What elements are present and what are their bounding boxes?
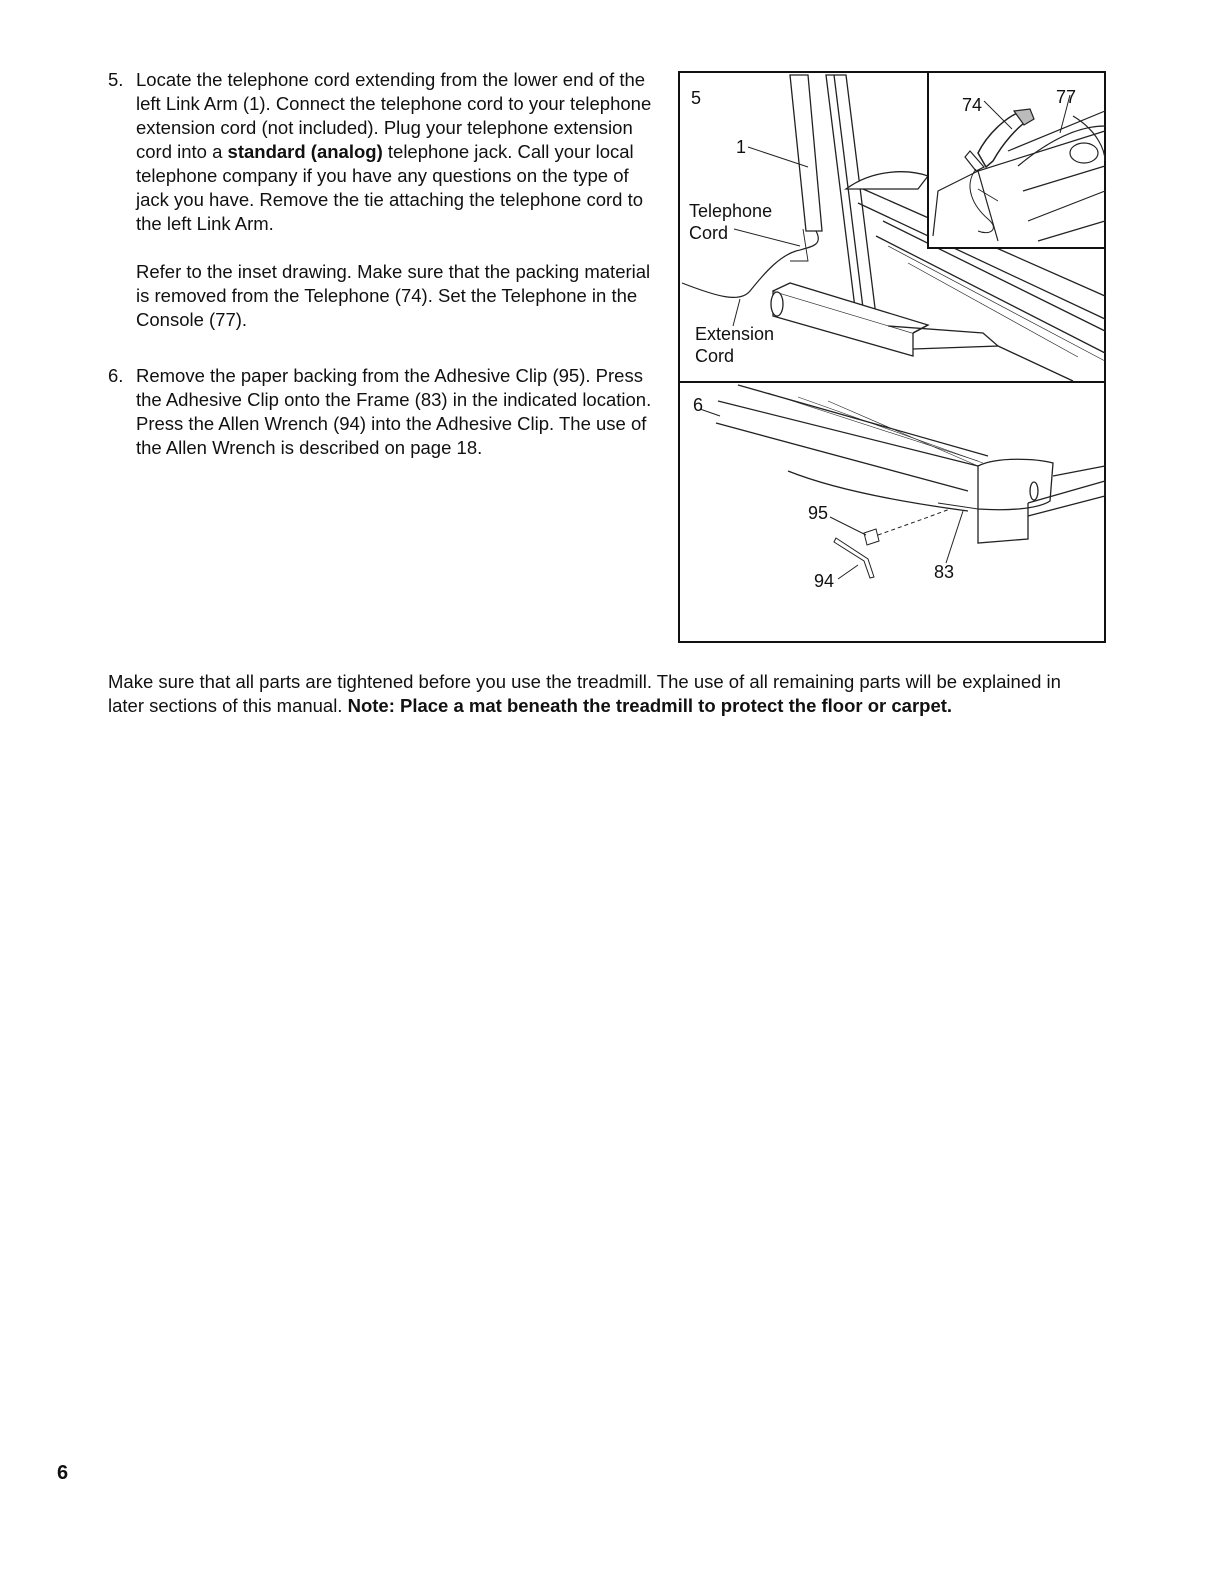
emphasis-standard-analog: standard (analog)	[227, 141, 383, 162]
callout-95: 95	[808, 503, 829, 523]
telephone-cord-label-line1: Telephone	[689, 201, 773, 221]
panel-5-number: 5	[691, 88, 702, 108]
step-6-paragraph-1: Remove the paper backing from the Adhesive Clip (95). Press the Adhesive Clip onto the Frame (83) in the indicated location. Press the Allen Wrench (94) into the Adhesive Clip. The use of the Allen Wrench is described on page 18.	[136, 365, 652, 458]
callout-94: 94	[814, 571, 835, 591]
note-text: Make sure that all parts are tightened before you use the treadmill. The use of all remaining parts will be explained in later sections of this manual.	[108, 671, 1061, 716]
assembly-figure	[678, 71, 1106, 643]
note-warning: Note: Place a mat beneath the treadmill to protect the floor or carpet.	[347, 695, 953, 716]
panel-6-number: 6	[693, 395, 704, 415]
callout-77: 77	[1056, 87, 1077, 107]
leader-lines-bottom	[700, 409, 963, 579]
step-body	[136, 68, 653, 332]
step-5-paragraph-2: Refer to the inset drawing. Make sure that the packing material is removed from the Telephone (74). Set the Telephone in the Console (77).	[136, 261, 651, 330]
assembly-illustration	[678, 71, 1106, 643]
extension-cord-label-line1: Extension	[695, 324, 775, 344]
callout-74: 74	[962, 95, 983, 115]
text-run: Locate the telephone cord extending from the lower end of the left Link Arm (1). Connect the telephone cord to your telephone extension cord (not included). Plug your telephone extension cord into a	[136, 69, 652, 162]
callout-1: 1	[736, 137, 747, 157]
closing-note	[108, 670, 1098, 718]
extension-cord-label-line2: Cord	[695, 346, 735, 366]
step-5-paragraph-1	[136, 68, 653, 236]
step-6	[108, 364, 653, 460]
callout-83: 83	[934, 562, 955, 582]
treadmill-deck-drawing	[716, 385, 1105, 578]
inset-telephone-console	[928, 72, 1105, 248]
step-number: 5.	[108, 69, 124, 90]
page-number: 6	[57, 1462, 69, 1484]
step-number: 6.	[108, 365, 124, 386]
inset-border	[928, 72, 1105, 248]
text-run: telephone jack. Call your local telephone company if you have any questions on the type of jack you have. Remove the tie attaching the telephone cord to the left Link Arm.	[136, 141, 644, 234]
telephone-cord-label-line2: Cord	[689, 223, 729, 243]
instruction-column	[108, 68, 653, 460]
step-5	[108, 68, 653, 332]
step-body	[136, 364, 653, 460]
